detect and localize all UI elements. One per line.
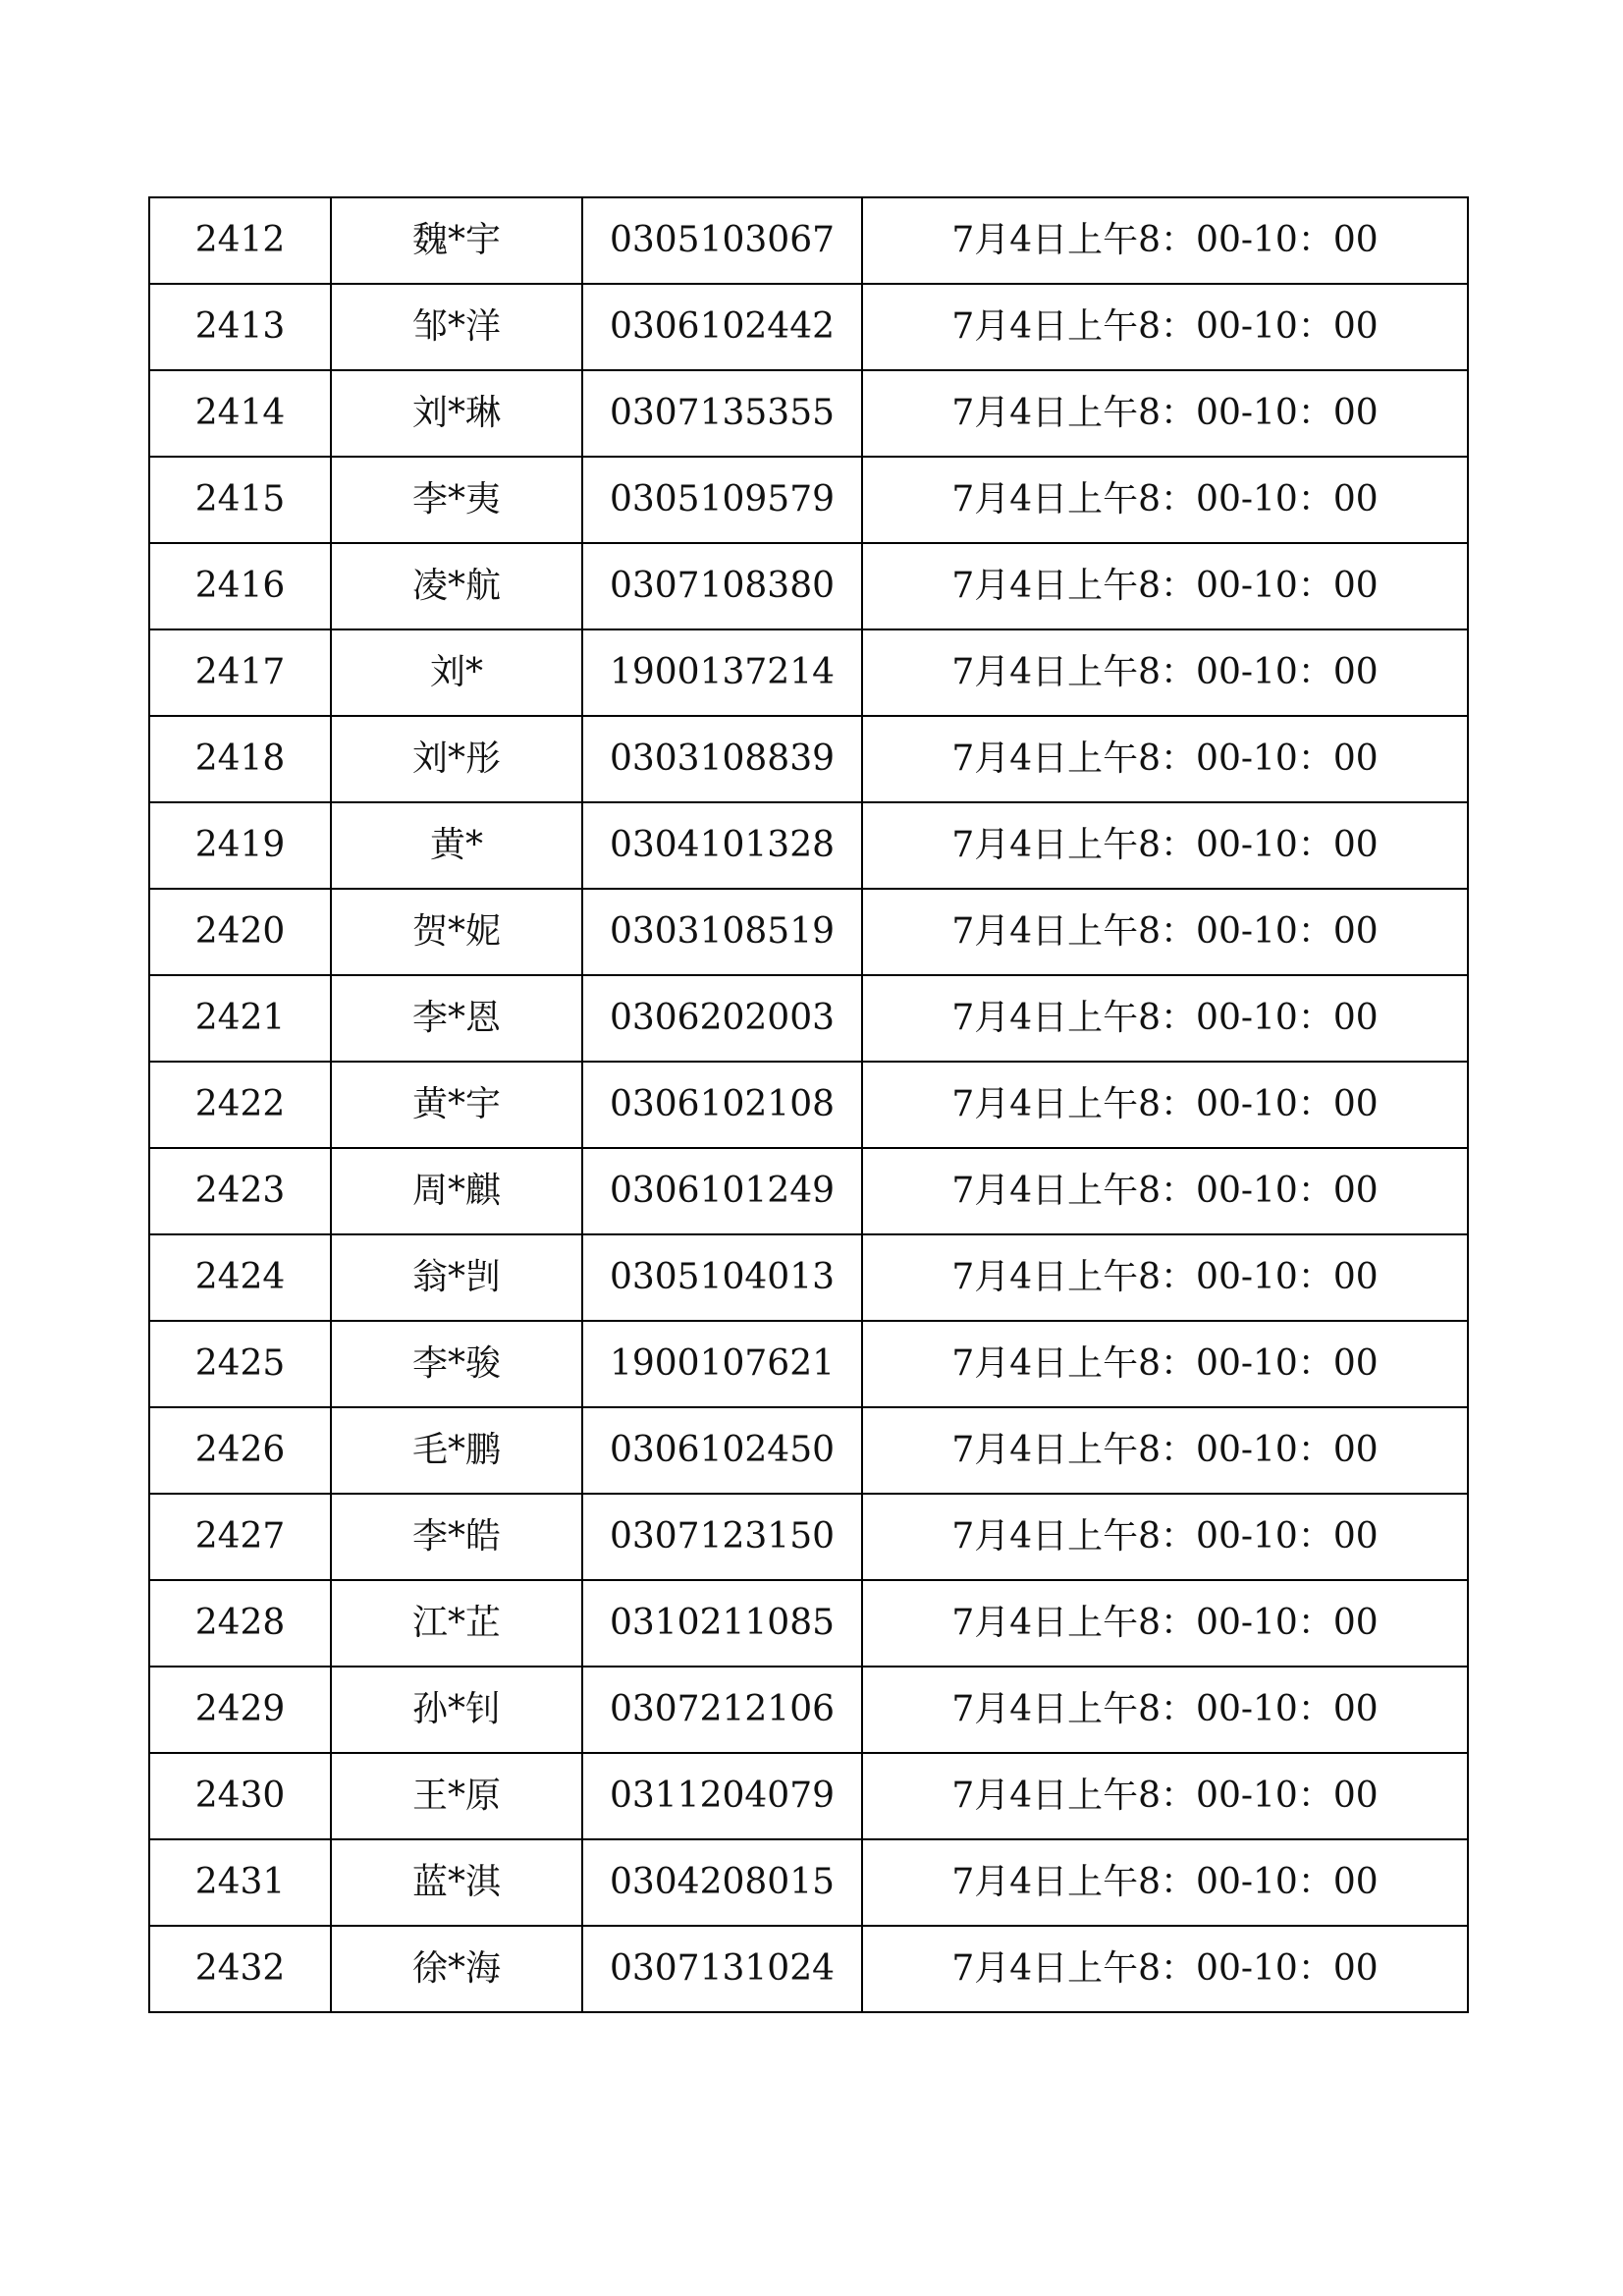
time-cell: 7月4日上午8：00-10：00	[862, 1407, 1468, 1494]
roster-table	[148, 196, 1469, 2013]
table-row	[149, 457, 1468, 543]
time-cell: 7月4日上午8：00-10：00	[862, 1839, 1468, 1926]
time-cell: 7月4日上午8：00-10：00	[862, 1580, 1468, 1667]
name-cell: 黄*宇	[331, 1062, 582, 1148]
name-cell: 魏*宇	[331, 197, 582, 284]
seq-cell: 2432	[149, 1926, 331, 2012]
id-cell: 0307212106	[582, 1667, 862, 1753]
time-cell: 7月4日上午8：00-10：00	[862, 1494, 1468, 1580]
time-cell: 7月4日上午8：00-10：00	[862, 284, 1468, 370]
roster-table-body	[149, 197, 1468, 2012]
seq-cell: 2415	[149, 457, 331, 543]
time-cell: 7月4日上午8：00-10：00	[862, 1148, 1468, 1234]
name-cell: 刘*琳	[331, 370, 582, 457]
table-row	[149, 1062, 1468, 1148]
id-cell: 0306102450	[582, 1407, 862, 1494]
name-cell: 黄*	[331, 802, 582, 889]
table-row	[149, 1407, 1468, 1494]
table-row	[149, 1926, 1468, 2012]
time-cell: 7月4日上午8：00-10：00	[862, 457, 1468, 543]
time-cell: 7月4日上午8：00-10：00	[862, 716, 1468, 802]
id-cell: 0304101328	[582, 802, 862, 889]
seq-cell: 2428	[149, 1580, 331, 1667]
name-cell: 李*恩	[331, 975, 582, 1062]
seq-cell: 2427	[149, 1494, 331, 1580]
id-cell: 0311204079	[582, 1753, 862, 1839]
time-cell: 7月4日上午8：00-10：00	[862, 1062, 1468, 1148]
table-row	[149, 1667, 1468, 1753]
seq-cell: 2417	[149, 629, 331, 716]
id-cell: 0303108519	[582, 889, 862, 975]
name-cell: 刘*彤	[331, 716, 582, 802]
time-cell: 7月4日上午8：00-10：00	[862, 975, 1468, 1062]
name-cell: 邹*洋	[331, 284, 582, 370]
id-cell: 0307131024	[582, 1926, 862, 2012]
table-row	[149, 1321, 1468, 1407]
seq-cell: 2425	[149, 1321, 331, 1407]
name-cell: 徐*海	[331, 1926, 582, 2012]
time-cell: 7月4日上午8：00-10：00	[862, 1234, 1468, 1321]
time-cell: 7月4日上午8：00-10：00	[862, 1321, 1468, 1407]
id-cell: 0307123150	[582, 1494, 862, 1580]
table-row	[149, 802, 1468, 889]
seq-cell: 2421	[149, 975, 331, 1062]
time-cell: 7月4日上午8：00-10：00	[862, 197, 1468, 284]
time-cell: 7月4日上午8：00-10：00	[862, 802, 1468, 889]
seq-cell: 2419	[149, 802, 331, 889]
seq-cell: 2429	[149, 1667, 331, 1753]
name-cell: 孙*钊	[331, 1667, 582, 1753]
id-cell: 1900137214	[582, 629, 862, 716]
table-row	[149, 543, 1468, 629]
id-cell: 1900107621	[582, 1321, 862, 1407]
time-cell: 7月4日上午8：00-10：00	[862, 543, 1468, 629]
seq-cell: 2426	[149, 1407, 331, 1494]
id-cell: 0303108839	[582, 716, 862, 802]
table-row	[149, 1839, 1468, 1926]
time-cell: 7月4日上午8：00-10：00	[862, 370, 1468, 457]
seq-cell: 2414	[149, 370, 331, 457]
id-cell: 0306102108	[582, 1062, 862, 1148]
name-cell: 贺*妮	[331, 889, 582, 975]
id-cell: 0310211085	[582, 1580, 862, 1667]
seq-cell: 2412	[149, 197, 331, 284]
table-row	[149, 1148, 1468, 1234]
time-cell: 7月4日上午8：00-10：00	[862, 629, 1468, 716]
name-cell: 凌*航	[331, 543, 582, 629]
name-cell: 毛*鹏	[331, 1407, 582, 1494]
table-row	[149, 197, 1468, 284]
id-cell: 0304208015	[582, 1839, 862, 1926]
table-row	[149, 629, 1468, 716]
time-cell: 7月4日上午8：00-10：00	[862, 1753, 1468, 1839]
name-cell: 李*皓	[331, 1494, 582, 1580]
table-row	[149, 889, 1468, 975]
name-cell: 刘*	[331, 629, 582, 716]
time-cell: 7月4日上午8：00-10：00	[862, 1667, 1468, 1753]
seq-cell: 2413	[149, 284, 331, 370]
id-cell: 0307135355	[582, 370, 862, 457]
table-row	[149, 1580, 1468, 1667]
name-cell: 翁*剀	[331, 1234, 582, 1321]
id-cell: 0306202003	[582, 975, 862, 1062]
id-cell: 0306101249	[582, 1148, 862, 1234]
table-row	[149, 1234, 1468, 1321]
seq-cell: 2416	[149, 543, 331, 629]
seq-cell: 2420	[149, 889, 331, 975]
id-cell: 0305103067	[582, 197, 862, 284]
table-row	[149, 1494, 1468, 1580]
seq-cell: 2418	[149, 716, 331, 802]
time-cell: 7月4日上午8：00-10：00	[862, 1926, 1468, 2012]
table-row	[149, 284, 1468, 370]
table-row	[149, 716, 1468, 802]
table-row	[149, 975, 1468, 1062]
seq-cell: 2423	[149, 1148, 331, 1234]
id-cell: 0306102442	[582, 284, 862, 370]
name-cell: 江*芷	[331, 1580, 582, 1667]
id-cell: 0305104013	[582, 1234, 862, 1321]
name-cell: 周*麒	[331, 1148, 582, 1234]
seq-cell: 2431	[149, 1839, 331, 1926]
id-cell: 0305109579	[582, 457, 862, 543]
seq-cell: 2430	[149, 1753, 331, 1839]
name-cell: 王*原	[331, 1753, 582, 1839]
name-cell: 蓝*淇	[331, 1839, 582, 1926]
time-cell: 7月4日上午8：00-10：00	[862, 889, 1468, 975]
seq-cell: 2422	[149, 1062, 331, 1148]
table-row	[149, 370, 1468, 457]
table-row	[149, 1753, 1468, 1839]
name-cell: 李*骏	[331, 1321, 582, 1407]
name-cell: 李*夷	[331, 457, 582, 543]
seq-cell: 2424	[149, 1234, 331, 1321]
id-cell: 0307108380	[582, 543, 862, 629]
